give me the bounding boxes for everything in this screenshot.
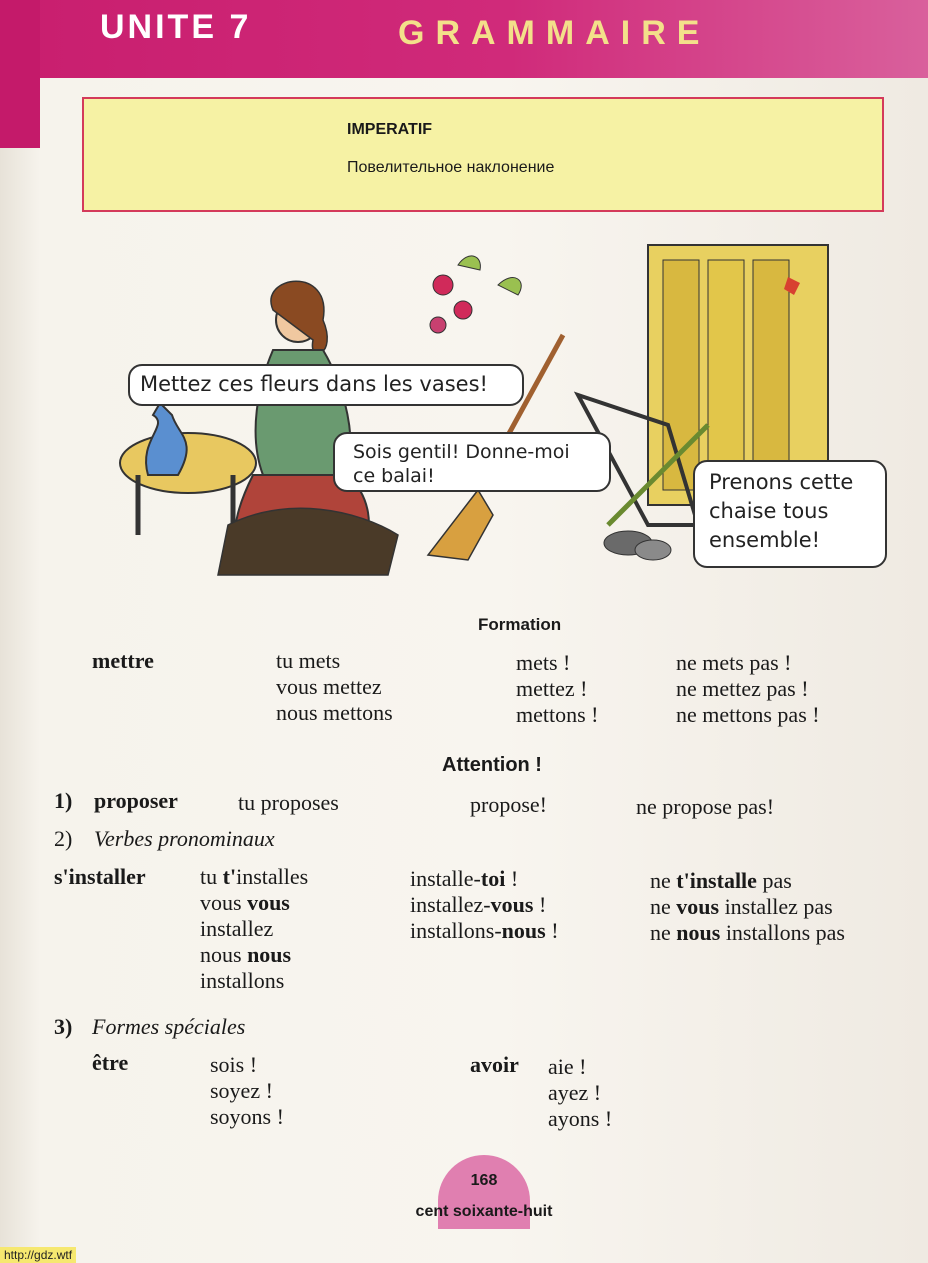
rule3-etre: être (92, 1050, 129, 1075)
rule-number: 3) (54, 1014, 73, 1039)
rule2-imperative: installez-vous ! (410, 892, 547, 917)
page-number: 168 (470, 1172, 498, 1189)
rule3-etre-form: soyez ! (210, 1078, 273, 1103)
title-box (82, 97, 884, 212)
rule2-negative: ne nous installons pas (650, 920, 845, 945)
rule3-avoir: avoir (470, 1052, 519, 1077)
rule1-imperative: propose! (470, 792, 547, 817)
rule3-avoir-form: ayez ! (548, 1080, 602, 1105)
bubble-text-line: ensemble! (709, 528, 821, 552)
rule1-negative: ne propose pas! (636, 794, 775, 819)
formation-imperative: mets ! (516, 650, 571, 675)
formation-indicative: tu mets (276, 648, 341, 673)
rule2-indicative: nous nous (200, 942, 292, 967)
speech-bubble-chair (693, 460, 887, 568)
rule2-indicative: installons (200, 968, 285, 993)
rule2-imperative: installe-toi ! (410, 866, 519, 891)
rule1-indicative: tu proposes (238, 790, 339, 815)
section-title: GRAMMAIRE (398, 14, 711, 52)
formation-imperative: mettons ! (516, 702, 599, 727)
bubble-text-line: chaise tous (709, 499, 829, 523)
attention-heading: Attention ! (442, 754, 542, 776)
formation-indicative: nous mettons (276, 700, 393, 725)
rule2-imperative: installons-nous ! (410, 918, 559, 943)
rule1-verb: proposer (94, 788, 178, 813)
rule2-negative: ne vous installez pas (650, 894, 833, 919)
rule-number: 1) (54, 788, 73, 813)
speech-bubble-broom (333, 432, 611, 492)
formation-heading: Formation (478, 615, 562, 634)
unit-title: UNITE 7 (100, 8, 252, 46)
watermark-link[interactable]: http://gdz.wtf (0, 1247, 76, 1263)
page-number-words: cent soixante-huit (415, 1203, 553, 1220)
box-subtitle: Повелительное наклонение (347, 159, 555, 176)
formation-verb: mettre (92, 648, 154, 673)
bubble-text-line: ce balai! (353, 465, 435, 487)
rule-number: 2) (54, 826, 73, 851)
rule3-etre-form: sois ! (210, 1052, 258, 1077)
rule2-negative: ne t'installe pas (650, 868, 792, 893)
left-color-bar (0, 0, 40, 148)
formation-indicative: vous mettez (276, 674, 382, 699)
bubble-text-line: Sois gentil! Donne-moi (353, 441, 570, 463)
bubble-text-line: Prenons cette (709, 470, 854, 494)
formation-negative: ne mettez pas ! (676, 676, 809, 701)
formation-negative: ne mets pas ! (676, 650, 792, 675)
rule3-avoir-form: aie ! (548, 1054, 587, 1079)
box-title: IMPERATIF (347, 121, 433, 138)
rule2-verb: s'installer (54, 864, 146, 889)
bubble-text: Mettez ces fleurs dans les vases! (140, 372, 488, 396)
rule3-avoir-form: ayons ! (548, 1106, 613, 1131)
rule3-title: Formes spéciales (92, 1014, 246, 1039)
rule2-indicative: vous vous (200, 890, 290, 915)
formation-negative: ne mettons pas ! (676, 702, 820, 727)
rule2-indicative: installez (200, 916, 274, 941)
speech-bubble-flowers (128, 364, 524, 406)
rule2-indicative: tu t'installes (200, 864, 309, 889)
rule3-etre-form: soyons ! (210, 1104, 284, 1129)
rule2-title: Verbes pronominaux (94, 826, 275, 851)
formation-imperative: mettez ! (516, 676, 588, 701)
